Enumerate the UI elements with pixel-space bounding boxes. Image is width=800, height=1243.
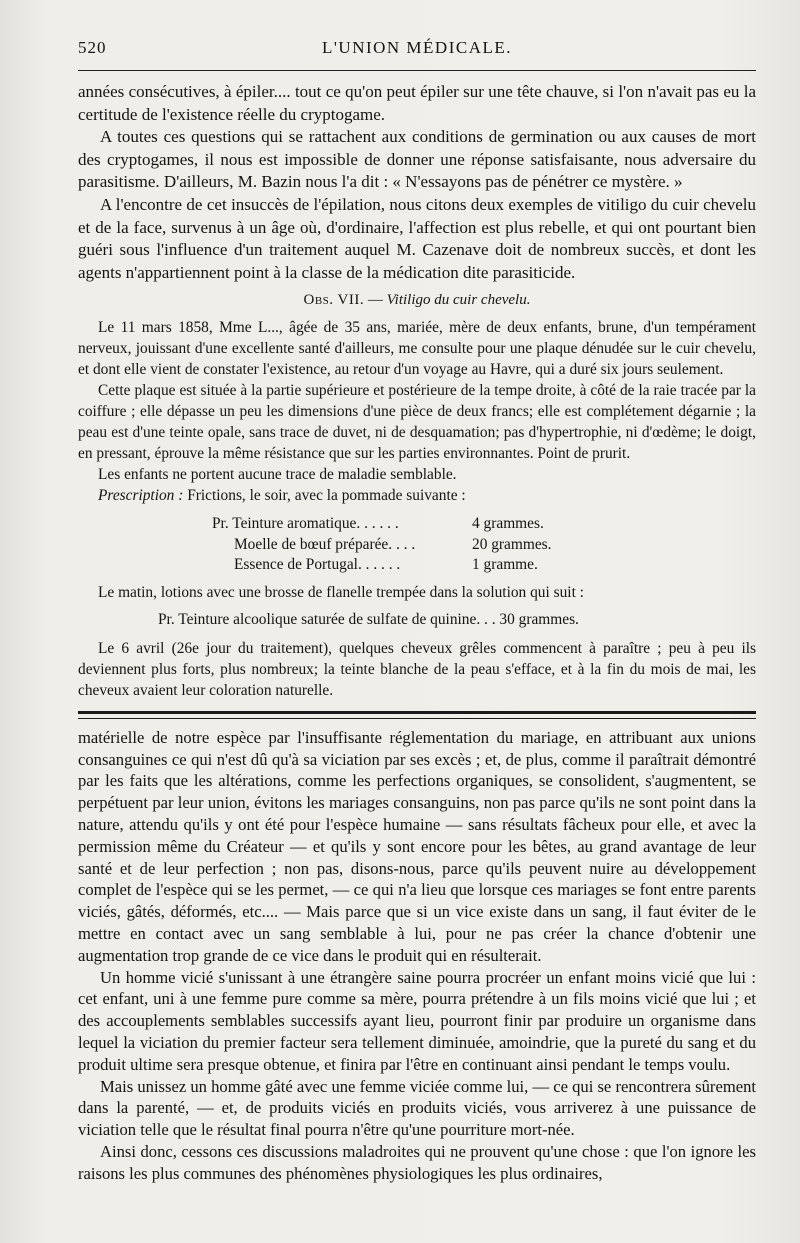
upper-paragraph-1: années consécutives, à épiler.... tout ce qu'on peut épiler sur une tête chauve, si l'on n'avait pas eu la certitude de l'existence réelle du cryptogame.	[78, 82, 756, 124]
observation-heading	[78, 292, 756, 309]
observation-dash: —	[364, 292, 387, 309]
prescription-row	[212, 535, 756, 556]
lower-paragraph-1: matérielle de notre espèce par l'insuffisante réglementation du mariage, en attribuant aux unions consanguines ce qui n'est dû qu'à sa viciation par ses excès ; et, de plus, comme il paraîtrait démontré par les faits que les altérations, comme les perfections organiques, se consolident, s'augmentent, se perpétuent par leur union, évitons les mariages consanguins, non pas parce qu'ils ne sont point dans la nature, attendu qu'ils y ont été pour l'espèce humaine — sans résultats fâcheux pour elle, et avec la permission même du Créateur — et qu'ils y sont encore pour les bêtes, au grand avantage de leur santé et de leur perfection ; non pas, disons-nous, parce qu'ils peuvent nuire au développement complet de l'espèce qui se les permet, — ce qui n'a lieu que lorsque ces mariages se font entre parents viciés, gâtés, déformés, etc.... — Mais parce que si un vice existe dans un sang, il faut éviter de le mettre en contact avec un sang semblable à lui, pour ne pas créer la chance d'obtenir une augmentation trop grande de ce vice dans le produit qui en résulterait.	[78, 727, 756, 965]
lower-paragraph-2: Un homme vicié s'unissant à une étrangère saine pourra procréer un enfant moins vicié que lui : cet enfant, uni à une femme pure comme sa mère, pourra prétendre à un fils moins vicié que lui ; et des accouplements semblables successifs ayant lieu, pourront finir par produire un organisme dans lequel la viciation du premier facteur sera tellement diminuée, amoindrie, que la pureté du sang et du produit ultime sera presque obtenue, et finira par l'être en continuant ainsi pendant le temps voulu.	[78, 967, 756, 1074]
observation-paragraph-3: Les enfants ne portent aucune trace de maladie semblable.	[98, 466, 457, 484]
morning-lotion-line: Le matin, lotions avec une brosse de flanelle trempée dans la solution qui suit :	[98, 583, 584, 601]
prescription-item-dose: 4 grammes.	[472, 515, 544, 533]
prescription-line	[78, 485, 756, 506]
journal-title: L'UNION MÉDICALE.	[321, 38, 513, 57]
prescription-item-name: Essence de Portugal. . . . . .	[234, 556, 401, 574]
lower-paragraph-3: Mais unissez un homme gâté avec une femme viciée comme lui, — ce qui se rencontrera sûrement dans la parenté, — et, de produits viciés en produits viciés, vous arriverez à une puissance de viciation telle que le résultat final pourra n'être qu'une pourriture mort-née.	[78, 1076, 756, 1140]
lower-paragraph-4: Ainsi donc, cessons ces discussions maladroites qui ne prouvent qu'une chose : que l'on ignore les raisons les plus communes des phénomènes physiologiques les plus ordinaires,	[78, 1141, 756, 1183]
prescription-item-dose: 20 grammes.	[472, 535, 552, 553]
solution-line: Pr. Teinture alcoolique saturée de sulfate de quinine. . . 30 grammes.	[158, 610, 579, 628]
prescription-text: Frictions, le soir, avec la pommade suivante :	[183, 487, 466, 505]
header-rule	[78, 70, 756, 71]
section-divider	[78, 711, 756, 719]
observation-title: Vitiligo du cuir chevelu.	[386, 292, 531, 309]
upper-paragraph-2: A toutes ces questions qui se rattachent aux conditions de germination ou aux causes de mort des cryptogames, il nous est impossible de donner une réponse satisfaisante, nous adversaire du parasitisme. D'ailleurs, M. Bazin nous l'a dit : « N'essayons pas de pénétrer ce mystère. »	[78, 127, 756, 192]
lower-section	[78, 727, 756, 1185]
prescription-row	[212, 514, 756, 535]
observation-paragraph-2: Cette plaque est située à la partie supérieure et postérieure de la tempe droite, à côté de la raie tracée par la coiffure ; elle dépasse un peu les dimensions d'une pièce de deux francs; elle est complétement dégarnie ; la peau est d'une teinte opale, sans trace de duvet, ni de desquamation; pas d'hypertrophie, ni d'œdème; le doigt, en pressant, éprouve la même résistance que sur les parties environnantes. Point de prurit.	[78, 382, 756, 463]
prescription-label: Prescription :	[98, 487, 184, 505]
page-number: 520	[78, 38, 107, 57]
observation-result: Le 6 avril (26e jour du traitement), quelques cheveux grêles commencent à paraître ; peu à peu ils deviennent plus forts, plus nombreux; la teinte blanche de la peau s'efface, et à la fin du mois de mai, les cheveux avaient leur coloration naturelle.	[78, 639, 756, 699]
prescription-item-name: Moelle de bœuf préparée. . . .	[234, 535, 416, 553]
prescription-table	[212, 514, 756, 576]
observation-paragraph-1: Le 11 mars 1858, Mme L..., âgée de 35 ans, mariée, mère de deux enfants, brune, d'un tempérament nerveux, jouissant d'une excellente santé d'ailleurs, me consulte pour une plaque dénudée sur le cuir chevelu, et dont elle vient de constater l'existence, au retour d'un voyage au Havre, qui a duré six jours seulement.	[78, 319, 756, 379]
prescription-row	[212, 555, 756, 576]
upper-paragraph-3: A l'encontre de cet insuccès de l'épilation, nous citons deux exemples de vitiligo du cuir chevelu et de la face, survenus à un âge où, d'ordinaire, l'affection est plus rebelle, et qui ont pourtant bien guéri sous l'influence d'un traitement auquel M. Cazenave doit de nombreux succès, et dont les agents n'appartiennent point à la classe de la médication dite parasiticide.	[78, 194, 756, 282]
observation-label: Obs. VII.	[303, 292, 365, 309]
prescription-item-dose: 1 gramme.	[472, 556, 538, 574]
running-head	[78, 34, 756, 64]
prescription-item-name: Pr. Teinture aromatique. . . . . .	[212, 515, 399, 533]
